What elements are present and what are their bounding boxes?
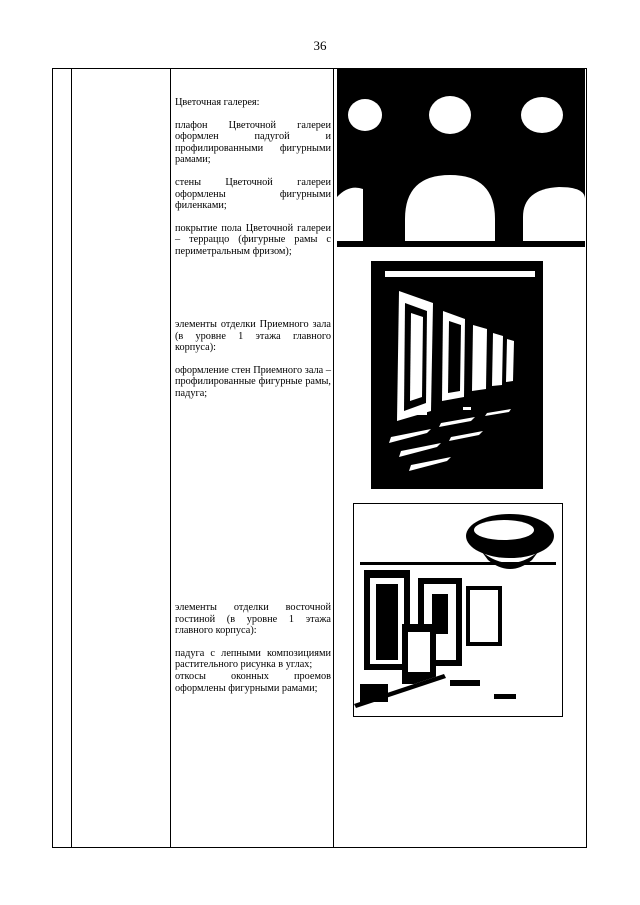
section-item: стены Цветочной галереи оформлены фигурными филенками;	[175, 176, 331, 212]
page-number: 36	[313, 38, 327, 53]
section-heading: элементы отделки Приемного зала (в уровне 1 этажа главного корпуса):	[175, 319, 331, 354]
section-flower-gallery	[175, 97, 331, 269]
section-item: падуга с лепными композициями растительного рисунка в углах;	[175, 647, 331, 671]
ceiling-photo	[337, 69, 585, 247]
east-drawing-room-photo	[353, 503, 563, 717]
reception-hall-photo	[371, 261, 543, 489]
section-item: откосы оконных проемов оформлены фигурными рамами;	[175, 670, 331, 694]
ceiling-photo-image	[337, 69, 585, 247]
heritage-table	[52, 68, 587, 848]
column-divider-1	[71, 69, 72, 847]
section-heading: элементы отделки восточной гостиной (в уровне 1 этажа главного корпуса):	[175, 602, 331, 637]
section-reception-hall	[175, 319, 331, 411]
section-item: оформление стен Приемного зала – профилированные фигурные рамы, падуга;	[175, 364, 331, 399]
east-drawing-room-image	[354, 504, 562, 716]
reception-hall-image	[371, 261, 543, 489]
section-heading: Цветочная галерея:	[175, 97, 260, 108]
column-divider-2	[170, 69, 171, 847]
section-item: покрытие пола Цветочной галереи – терраццо (фигурные рамы с периметральным фризом);	[175, 222, 331, 257]
section-item: плафон Цветочной галереи оформлен падугой и профилированными фигурными рамами;	[175, 119, 331, 166]
column-divider-3	[333, 69, 334, 847]
section-east-drawing-room	[175, 602, 331, 705]
